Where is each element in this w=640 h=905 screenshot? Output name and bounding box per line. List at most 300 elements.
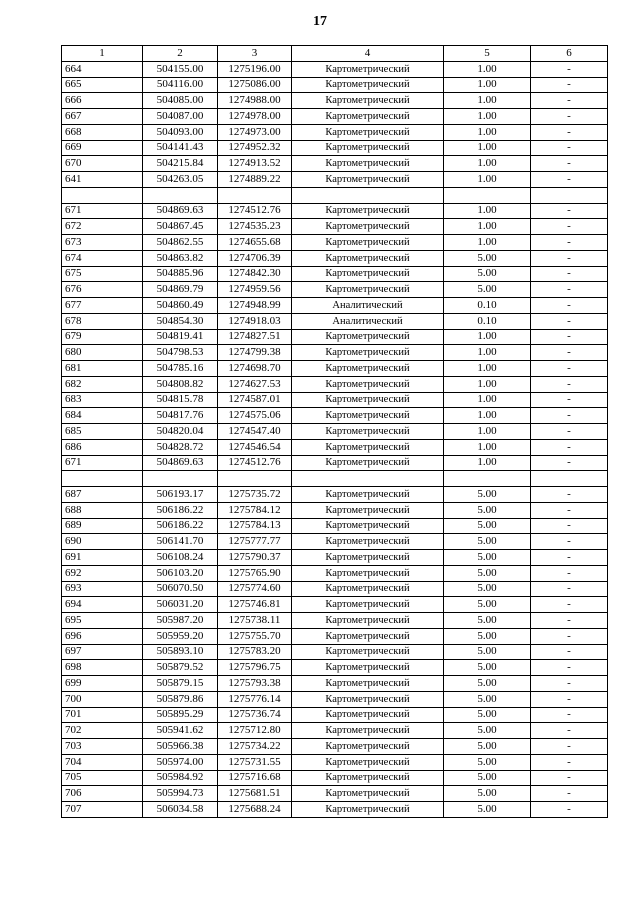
note-cell: - [531,361,608,377]
table-row [62,644,608,660]
point-number-cell: 668 [62,124,143,140]
point-number-cell: 693 [62,581,143,597]
column-header: 1 [62,46,143,62]
coordinate-x-cell: 504087.00 [143,109,218,125]
note-cell: - [531,707,608,723]
table-row [62,754,608,770]
coordinate-x-cell: 505974.00 [143,754,218,770]
note-cell: - [531,628,608,644]
coordinate-y-cell: 1275736.74 [218,707,292,723]
point-number-cell: 698 [62,660,143,676]
point-number-cell: 677 [62,298,143,314]
coordinate-x-cell: 504815.78 [143,392,218,408]
coordinate-x-cell: 505893.10 [143,644,218,660]
coordinate-x-cell: 504828.72 [143,439,218,455]
coordinate-x-cell: 506108.24 [143,550,218,566]
coordinate-x-cell: 505994.73 [143,786,218,802]
coordinate-y-cell [218,471,292,487]
note-cell: - [531,376,608,392]
method-cell: Картометрический [292,644,444,660]
accuracy-cell: 1.00 [444,203,531,219]
point-number-cell [62,187,143,203]
coordinate-y-cell: 1274827.51 [218,329,292,345]
coordinate-x-cell: 505987.20 [143,613,218,629]
point-number-cell: 674 [62,250,143,266]
coordinate-x-cell: 506070.50 [143,581,218,597]
accuracy-cell: 5.00 [444,786,531,802]
coordinate-x-cell: 506186.22 [143,518,218,534]
coordinate-y-cell: 1274988.00 [218,93,292,109]
table-row [62,61,608,77]
accuracy-cell: 5.00 [444,802,531,818]
method-cell: Картометрический [292,565,444,581]
coordinate-y-cell: 1274575.06 [218,408,292,424]
accuracy-cell: 5.00 [444,565,531,581]
note-cell: - [531,203,608,219]
point-number-cell: 696 [62,628,143,644]
coordinates-table [61,45,608,818]
note-cell: - [531,518,608,534]
accuracy-cell: 1.00 [444,361,531,377]
note-cell: - [531,345,608,361]
accuracy-cell: 5.00 [444,534,531,550]
table-row [62,345,608,361]
note-cell: - [531,534,608,550]
method-cell: Картометрический [292,739,444,755]
note-cell: - [531,644,608,660]
accuracy-cell: 1.00 [444,392,531,408]
point-number-cell: 688 [62,502,143,518]
coordinate-x-cell: 505966.38 [143,739,218,755]
note-cell: - [531,676,608,692]
method-cell: Картометрический [292,109,444,125]
point-number-cell: 670 [62,156,143,172]
accuracy-cell: 5.00 [444,502,531,518]
table-row [62,455,608,471]
accuracy-cell [444,187,531,203]
coordinate-y-cell: 1275777.77 [218,534,292,550]
point-number-cell: 669 [62,140,143,156]
coordinate-x-cell: 504869.63 [143,203,218,219]
table-row [62,770,608,786]
accuracy-cell: 1.00 [444,61,531,77]
method-cell: Картометрический [292,329,444,345]
note-cell: - [531,124,608,140]
accuracy-cell: 1.00 [444,345,531,361]
accuracy-cell: 1.00 [444,408,531,424]
coordinate-x-cell: 506193.17 [143,487,218,503]
point-number-cell: 676 [62,282,143,298]
coordinate-y-cell: 1274948.99 [218,298,292,314]
note-cell: - [531,219,608,235]
coordinate-y-cell: 1274512.76 [218,203,292,219]
method-cell: Картометрический [292,707,444,723]
coordinate-y-cell: 1274889.22 [218,172,292,188]
table-row [62,361,608,377]
point-number-cell: 689 [62,518,143,534]
table-row [62,786,608,802]
point-number-cell: 675 [62,266,143,282]
table-row [62,140,608,156]
table-row [62,723,608,739]
table-row [62,502,608,518]
accuracy-cell: 5.00 [444,739,531,755]
accuracy-cell: 5.00 [444,770,531,786]
coordinate-x-cell: 504798.53 [143,345,218,361]
coordinate-x-cell: 504116.00 [143,77,218,93]
accuracy-cell: 5.00 [444,282,531,298]
note-cell: - [531,786,608,802]
point-number-cell: 687 [62,487,143,503]
coordinate-y-cell: 1275796.75 [218,660,292,676]
table-row [62,676,608,692]
table-row [62,660,608,676]
coordinate-y-cell: 1275790.37 [218,550,292,566]
coordinate-y-cell: 1274655.68 [218,235,292,251]
coordinate-y-cell: 1274913.52 [218,156,292,172]
column-header: 3 [218,46,292,62]
point-number-cell: 703 [62,739,143,755]
accuracy-cell: 5.00 [444,581,531,597]
coordinate-y-cell: 1274978.00 [218,109,292,125]
point-number-cell: 671 [62,455,143,471]
accuracy-cell: 5.00 [444,250,531,266]
table-row [62,77,608,93]
coordinate-y-cell: 1274535.23 [218,219,292,235]
coordinate-x-cell: 504862.55 [143,235,218,251]
method-cell: Картометрический [292,203,444,219]
coordinate-x-cell: 504869.79 [143,282,218,298]
method-cell: Картометрический [292,628,444,644]
table-row [62,487,608,503]
coordinate-y-cell: 1275688.24 [218,802,292,818]
coordinate-y-cell: 1275765.90 [218,565,292,581]
note-cell: - [531,156,608,172]
coordinate-y-cell: 1275731.55 [218,754,292,770]
note-cell: - [531,109,608,125]
table-row [62,124,608,140]
table-row [62,203,608,219]
method-cell: Аналитический [292,298,444,314]
point-number-cell: 664 [62,61,143,77]
coordinate-x-cell: 504155.00 [143,61,218,77]
accuracy-cell: 1.00 [444,235,531,251]
coordinate-x-cell: 504820.04 [143,424,218,440]
note-cell [531,187,608,203]
point-number-cell: 666 [62,93,143,109]
method-cell: Картометрический [292,408,444,424]
coordinate-y-cell: 1275738.11 [218,613,292,629]
table-row [62,518,608,534]
coordinate-y-cell: 1274959.56 [218,282,292,298]
note-cell: - [531,439,608,455]
table-row [62,392,608,408]
table-row [62,172,608,188]
table-row [62,739,608,755]
method-cell: Картометрический [292,250,444,266]
note-cell: - [531,235,608,251]
accuracy-cell: 5.00 [444,550,531,566]
coordinate-x-cell: 506031.20 [143,597,218,613]
point-number-cell: 684 [62,408,143,424]
coordinate-y-cell: 1274698.70 [218,361,292,377]
method-cell: Картометрический [292,235,444,251]
coordinate-x-cell: 504854.30 [143,313,218,329]
coordinate-x-cell: 504817.76 [143,408,218,424]
coordinate-y-cell: 1275746.81 [218,597,292,613]
coordinate-y-cell: 1274918.03 [218,313,292,329]
coordinate-x-cell: 504215.84 [143,156,218,172]
table-row [62,408,608,424]
accuracy-cell: 5.00 [444,644,531,660]
method-cell: Картометрический [292,77,444,93]
coordinate-x-cell: 504263.05 [143,172,218,188]
coordinate-x-cell: 504808.82 [143,376,218,392]
coordinate-x-cell: 504863.82 [143,250,218,266]
method-cell: Картометрический [292,597,444,613]
note-cell: - [531,172,608,188]
table-row [62,219,608,235]
note-cell: - [531,313,608,329]
table-row [62,93,608,109]
accuracy-cell: 1.00 [444,172,531,188]
point-number-cell: 673 [62,235,143,251]
coordinate-x-cell: 505984.92 [143,770,218,786]
accuracy-cell: 5.00 [444,613,531,629]
coordinate-y-cell: 1275712.80 [218,723,292,739]
method-cell: Картометрический [292,376,444,392]
method-cell: Картометрический [292,266,444,282]
table-row [62,581,608,597]
method-cell: Картометрический [292,676,444,692]
note-cell: - [531,77,608,93]
table-row [62,534,608,550]
point-number-cell: 694 [62,597,143,613]
table-row [62,376,608,392]
accuracy-cell: 1.00 [444,156,531,172]
point-number-cell: 685 [62,424,143,440]
note-cell: - [531,581,608,597]
note-cell: - [531,424,608,440]
coordinate-y-cell: 1274799.38 [218,345,292,361]
note-cell: - [531,266,608,282]
table-row [62,597,608,613]
point-number-cell: 665 [62,77,143,93]
method-cell: Картометрический [292,172,444,188]
coordinate-x-cell: 504869.63 [143,455,218,471]
table-row [62,187,608,203]
coordinate-y-cell: 1275716.68 [218,770,292,786]
method-cell: Картометрический [292,802,444,818]
method-cell: Картометрический [292,691,444,707]
coordinate-x-cell: 505879.52 [143,660,218,676]
coordinate-y-cell: 1274512.76 [218,455,292,471]
note-cell: - [531,282,608,298]
point-number-cell: 695 [62,613,143,629]
method-cell: Картометрический [292,550,444,566]
coordinate-x-cell: 506103.20 [143,565,218,581]
coordinate-x-cell: 505879.86 [143,691,218,707]
accuracy-cell: 5.00 [444,754,531,770]
table-body [62,61,608,817]
table-row [62,628,608,644]
accuracy-cell: 1.00 [444,109,531,125]
note-cell: - [531,597,608,613]
method-cell: Картометрический [292,455,444,471]
point-number-cell: 701 [62,707,143,723]
note-cell [531,471,608,487]
accuracy-cell: 5.00 [444,676,531,692]
accuracy-cell: 1.00 [444,140,531,156]
column-header: 6 [531,46,608,62]
method-cell [292,471,444,487]
point-number-cell: 706 [62,786,143,802]
coordinate-y-cell: 1274627.53 [218,376,292,392]
table-row [62,250,608,266]
page-number: 17 [313,14,327,29]
coordinate-y-cell: 1275734.22 [218,739,292,755]
table-row [62,550,608,566]
method-cell: Картометрический [292,219,444,235]
note-cell: - [531,408,608,424]
note-cell: - [531,140,608,156]
accuracy-cell: 1.00 [444,376,531,392]
coordinate-x-cell [143,187,218,203]
accuracy-cell: 5.00 [444,660,531,676]
accuracy-cell: 5.00 [444,691,531,707]
table-row [62,471,608,487]
table-row [62,565,608,581]
accuracy-cell: 1.00 [444,455,531,471]
table-row [62,156,608,172]
coordinate-y-cell: 1275735.72 [218,487,292,503]
coordinate-y-cell: 1274706.39 [218,250,292,266]
column-header: 5 [444,46,531,62]
method-cell: Картометрический [292,61,444,77]
coordinate-x-cell: 506034.58 [143,802,218,818]
accuracy-cell: 1.00 [444,424,531,440]
coordinate-x-cell: 504093.00 [143,124,218,140]
method-cell: Картометрический [292,754,444,770]
note-cell: - [531,487,608,503]
point-number-cell: 705 [62,770,143,786]
table-row [62,707,608,723]
note-cell: - [531,61,608,77]
coordinate-y-cell: 1275681.51 [218,786,292,802]
note-cell: - [531,802,608,818]
coordinate-y-cell: 1275776.14 [218,691,292,707]
method-cell: Картометрический [292,581,444,597]
accuracy-cell: 5.00 [444,518,531,534]
method-cell: Картометрический [292,502,444,518]
point-number-cell: 681 [62,361,143,377]
method-cell: Картометрический [292,392,444,408]
coordinate-x-cell: 504085.00 [143,93,218,109]
note-cell: - [531,691,608,707]
accuracy-cell: 5.00 [444,487,531,503]
point-number-cell: 678 [62,313,143,329]
method-cell: Картометрический [292,282,444,298]
coordinate-y-cell: 1274952.32 [218,140,292,156]
note-cell: - [531,502,608,518]
table-row [62,298,608,314]
point-number-cell: 697 [62,644,143,660]
coordinate-y-cell: 1275086.00 [218,77,292,93]
note-cell: - [531,250,608,266]
point-number-cell: 707 [62,802,143,818]
method-cell [292,187,444,203]
coordinate-y-cell: 1275755.70 [218,628,292,644]
method-cell: Аналитический [292,313,444,329]
point-number-cell: 692 [62,565,143,581]
method-cell: Картометрический [292,439,444,455]
coordinate-x-cell: 505959.20 [143,628,218,644]
accuracy-cell: 1.00 [444,124,531,140]
coordinate-y-cell: 1275793.38 [218,676,292,692]
coordinate-y-cell: 1274842.30 [218,266,292,282]
coordinate-y-cell: 1275774.60 [218,581,292,597]
accuracy-cell: 1.00 [444,93,531,109]
method-cell: Картометрический [292,786,444,802]
coordinate-x-cell: 505879.15 [143,676,218,692]
coordinate-y-cell: 1274973.00 [218,124,292,140]
table-row [62,282,608,298]
method-cell: Картометрический [292,345,444,361]
coordinate-x-cell: 504785.16 [143,361,218,377]
table-row [62,691,608,707]
note-cell: - [531,329,608,345]
note-cell: - [531,550,608,566]
point-number-cell: 686 [62,439,143,455]
table-header-row [62,46,608,62]
note-cell: - [531,660,608,676]
method-cell: Картометрический [292,156,444,172]
accuracy-cell: 5.00 [444,628,531,644]
accuracy-cell: 0.10 [444,313,531,329]
method-cell: Картометрический [292,534,444,550]
point-number-cell: 699 [62,676,143,692]
point-number-cell: 704 [62,754,143,770]
note-cell: - [531,613,608,629]
coordinate-x-cell: 506141.70 [143,534,218,550]
point-number-cell: 682 [62,376,143,392]
accuracy-cell: 1.00 [444,329,531,345]
point-number-cell: 667 [62,109,143,125]
accuracy-cell: 5.00 [444,266,531,282]
column-header: 4 [292,46,444,62]
coordinate-y-cell [218,187,292,203]
point-number-cell: 683 [62,392,143,408]
method-cell: Картометрический [292,487,444,503]
table-row [62,424,608,440]
coordinate-y-cell: 1274547.40 [218,424,292,440]
coordinate-x-cell: 504860.49 [143,298,218,314]
accuracy-cell: 5.00 [444,707,531,723]
point-number-cell: 680 [62,345,143,361]
accuracy-cell: 5.00 [444,597,531,613]
table-row [62,109,608,125]
point-number-cell: 702 [62,723,143,739]
method-cell: Картометрический [292,124,444,140]
method-cell: Картометрический [292,770,444,786]
note-cell: - [531,93,608,109]
coordinate-y-cell: 1274546.54 [218,439,292,455]
coordinate-x-cell: 504867.45 [143,219,218,235]
coordinate-x-cell: 505895.29 [143,707,218,723]
coordinate-x-cell: 504819.41 [143,329,218,345]
coordinate-x-cell: 506186.22 [143,502,218,518]
note-cell: - [531,298,608,314]
